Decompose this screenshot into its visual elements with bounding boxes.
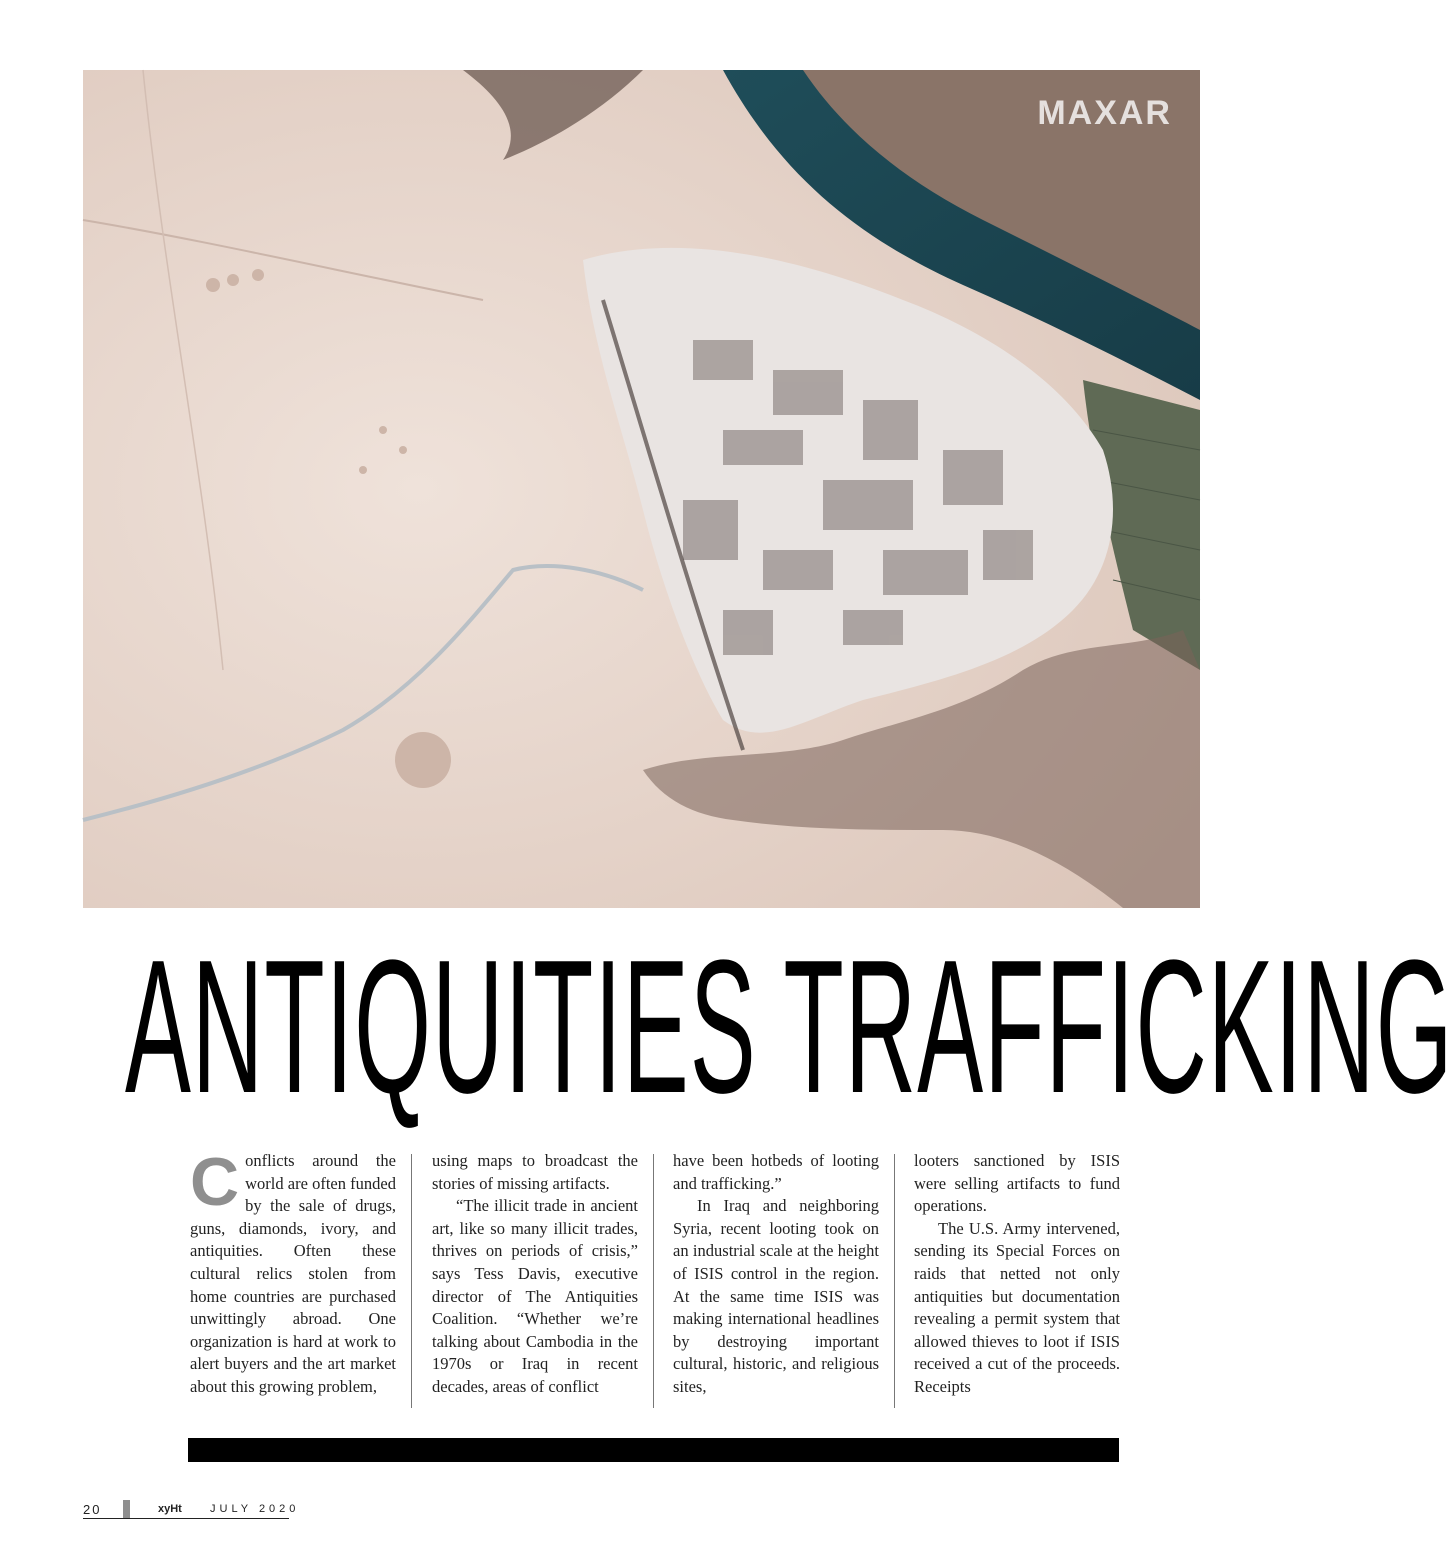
issue-date: JULY 2020: [210, 1503, 300, 1515]
paragraph: have been hotbeds of looting and trafficking.”: [673, 1151, 879, 1193]
magazine-name: xyHt: [158, 1503, 182, 1515]
article-body: [190, 1144, 1120, 1408]
column-divider: [411, 1154, 412, 1408]
satellite-image: [83, 70, 1200, 908]
paragraph: [190, 1144, 396, 1399]
black-bar: [188, 1438, 1119, 1462]
text-column-3: [673, 1150, 879, 1408]
page-number: 20: [83, 1502, 102, 1517]
column-divider: [894, 1154, 895, 1408]
paragraph: In Iraq and neighboring Syria, recent looting took on an industrial scale at the height of ISIS control in the region. At the same time ISIS was making international headlines by destroying important cultural, historic, and religious sites,: [673, 1196, 879, 1396]
satellite-terrain: [83, 70, 1200, 908]
paragraph: The U.S. Army intervened, sending its Special Forces on raids that netted not only antiquities but documentation revealing a permit system that allowed thieves to loot if ISIS received a cut of the proceeds. Receipts: [914, 1218, 1120, 1396]
paragraph: using maps to broadcast the stories of missing artifacts.: [432, 1151, 638, 1193]
text-column-4: [914, 1150, 1120, 1408]
text-column-2: [432, 1150, 638, 1408]
image-credit: MAXAR: [1037, 94, 1172, 132]
paragraph: looters sanctioned by ISIS were selling artifacts to fund operations.: [914, 1151, 1120, 1216]
footer-marker: [123, 1500, 130, 1518]
headline-text: ANTIQUITIES TRAFFICKING: [125, 921, 1454, 1133]
paragraph-text: onflicts around the world are often funded by the sale of drugs, guns, diamonds, ivory, and antiquities. Often these cultural relics stolen from home countries are purchased unwittingly abroad. One organization is hard at work to alert buyers and the art market about this growing problem,: [190, 1151, 396, 1396]
text-column-1: [190, 1144, 396, 1408]
column-divider: [653, 1154, 654, 1408]
drop-cap: C: [190, 1144, 240, 1220]
article-headline: [125, 921, 1454, 1133]
paragraph: “The illicit trade in ancient art, like so many illicit trades, thrives on periods of crisis,” says Tess Davis, executive director of The Antiquities Coalition. “Whether we’re talking about Cambodia in the 1970s or Iraq in recent decades, areas of conflict: [432, 1196, 638, 1396]
footer-underline: [83, 1518, 289, 1519]
